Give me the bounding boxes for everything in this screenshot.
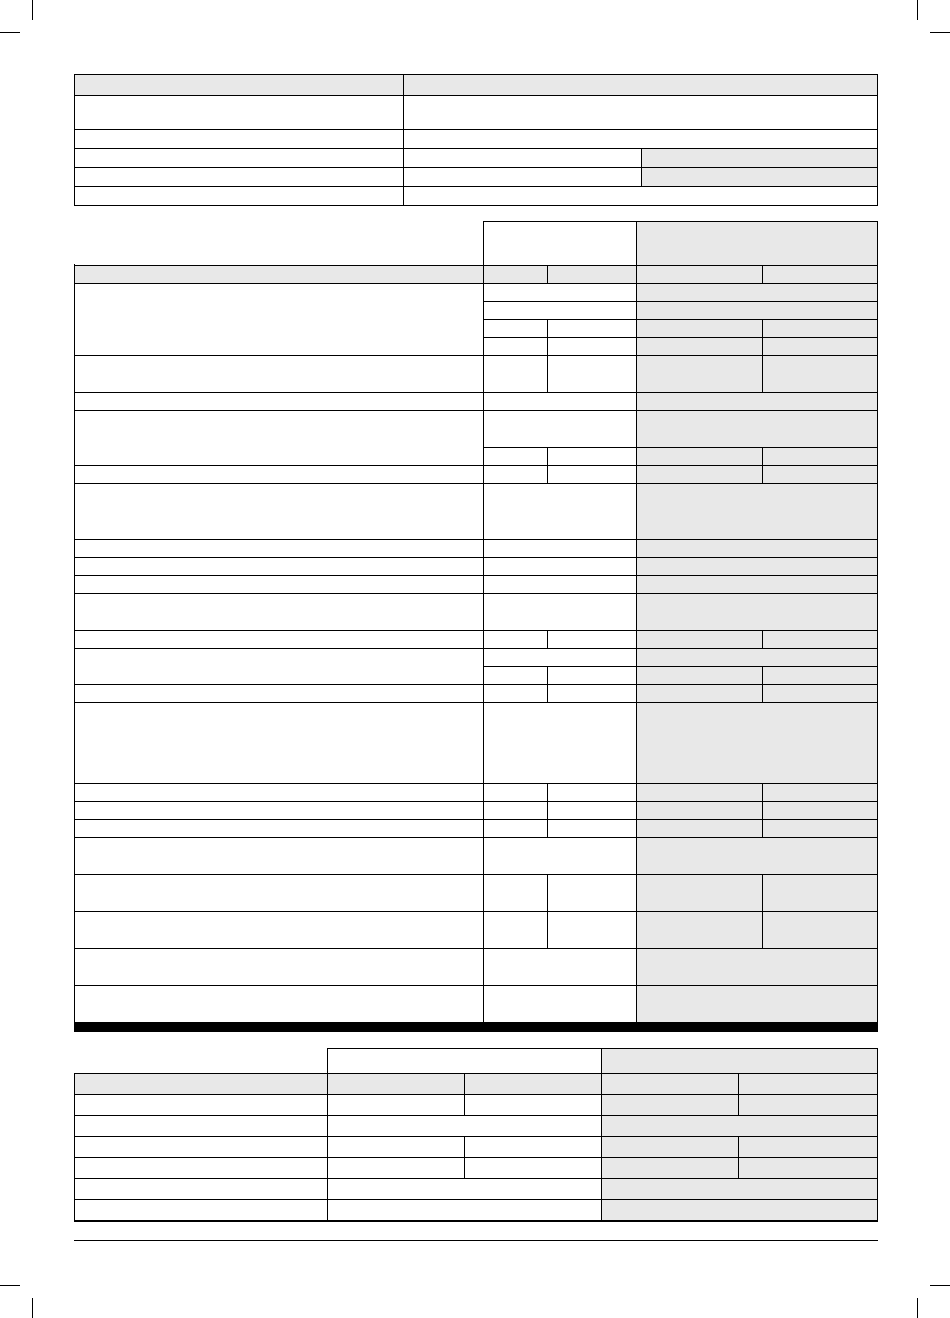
spec-cell	[548, 912, 636, 948]
spec-row-label	[75, 949, 483, 985]
spec-subhead-label	[75, 266, 483, 283]
header-table	[74, 74, 878, 206]
spec-cell-shaded	[637, 949, 877, 985]
summary-cell	[465, 1095, 601, 1115]
spec-cell	[484, 912, 547, 948]
spec-cell	[484, 703, 636, 783]
spec-cell-shaded	[637, 320, 762, 337]
spec-cell-shaded	[637, 484, 877, 539]
spec-cell-shaded	[637, 875, 762, 911]
spec-cell	[484, 802, 547, 819]
spec-cell-shaded	[637, 685, 762, 702]
spec-cell-shaded	[637, 302, 877, 319]
spec-cell-shaded	[637, 448, 762, 465]
spec-cell	[484, 302, 636, 319]
spec-cell-shaded	[763, 685, 877, 702]
spec-cell	[484, 949, 636, 985]
spec-cell	[484, 784, 547, 801]
summary-cell	[328, 1137, 464, 1157]
spec-row-label	[75, 466, 483, 483]
spec-col-head-2	[637, 222, 877, 265]
spec-cell-shaded	[637, 631, 762, 648]
spec-cell	[548, 320, 636, 337]
spec-cell	[484, 820, 547, 837]
spec-cell-shaded	[637, 784, 762, 801]
spec-cell	[548, 685, 636, 702]
spec-cell	[484, 411, 636, 447]
spec-cell	[484, 649, 636, 666]
spec-cell-shaded	[763, 466, 877, 483]
spec-cell-shaded	[637, 594, 877, 630]
spec-row-label	[75, 356, 483, 392]
summary-cell	[328, 1179, 601, 1199]
spec-cell-shaded	[763, 338, 877, 355]
spec-row-label	[75, 558, 483, 575]
spec-cell	[548, 667, 636, 684]
spec-row-label	[75, 875, 483, 911]
spec-cell	[484, 338, 547, 355]
spec-cell-shaded	[637, 667, 762, 684]
spec-cell-shaded	[763, 667, 877, 684]
summary-subhead-cell	[328, 1074, 464, 1094]
spec-cell	[484, 558, 636, 575]
summary-cell-shaded	[602, 1200, 877, 1220]
spec-row-label	[75, 576, 483, 593]
spec-row-label	[75, 784, 483, 801]
summary-cell-shaded	[739, 1158, 877, 1178]
summary-row-label	[75, 1137, 327, 1157]
header-row-label	[75, 96, 403, 129]
spec-col-head-1	[484, 222, 636, 265]
crop-mark-br-v	[917, 1298, 918, 1318]
header-row-label	[75, 130, 403, 148]
header-title-label	[75, 75, 403, 95]
spec-open-corner	[74, 221, 483, 264]
spec-cell-shaded	[637, 703, 877, 783]
summary-subhead-cell	[465, 1074, 601, 1094]
spec-cell	[484, 631, 547, 648]
spec-cell-shaded	[637, 820, 762, 837]
spec-cell	[548, 820, 636, 837]
spec-row-label	[75, 986, 483, 1022]
header-row-value-shaded	[642, 168, 877, 186]
header-row-label	[75, 168, 403, 186]
crop-mark-br-h	[930, 1285, 950, 1286]
summary-row-label	[75, 1200, 327, 1220]
header-title-value	[404, 75, 877, 95]
spec-row-label	[75, 484, 483, 539]
summary-subhead-label	[75, 1074, 327, 1094]
summary-cell-shaded	[739, 1095, 877, 1115]
summary-row-label	[75, 1179, 327, 1199]
spec-cell-shaded	[763, 802, 877, 819]
spec-row-label	[75, 411, 483, 465]
spec-cell	[484, 594, 636, 630]
crop-mark-tl-h	[0, 32, 20, 33]
spec-row-label	[75, 284, 483, 355]
spec-cell	[548, 356, 636, 392]
spec-cell	[484, 320, 547, 337]
spec-cell	[548, 631, 636, 648]
spec-cell	[484, 393, 636, 410]
crop-mark-bl-h	[0, 1285, 20, 1286]
spec-cell-shaded	[637, 356, 762, 392]
spec-row-label	[75, 594, 483, 630]
spec-row-label	[75, 703, 483, 783]
spec-cell-shaded	[637, 284, 877, 301]
spec-cell-shaded	[763, 912, 877, 948]
spec-cell-shaded	[637, 540, 877, 557]
header-row-value	[404, 168, 641, 186]
summary-cell-shaded	[602, 1179, 877, 1199]
spec-subhead-cell	[548, 266, 636, 283]
spec-cell	[548, 338, 636, 355]
header-row-value	[404, 187, 877, 205]
spec-cell	[484, 576, 636, 593]
crop-mark-tr-v	[917, 0, 918, 20]
crop-mark-bl-v	[32, 1298, 33, 1318]
spec-row-label	[75, 540, 483, 557]
spec-cell	[484, 838, 636, 874]
spec-cell-shaded	[637, 411, 877, 447]
summary-cell	[328, 1116, 601, 1136]
header-row-label	[75, 187, 403, 205]
summary-subhead-cell	[739, 1074, 877, 1094]
spec-cell-shaded	[637, 558, 877, 575]
summary-row-label	[75, 1116, 327, 1136]
spec-cell-shaded	[637, 393, 877, 410]
header-row-value	[404, 149, 641, 167]
header-row-label	[75, 149, 403, 167]
summary-row-label	[75, 1158, 327, 1178]
spec-row-label	[75, 838, 483, 874]
spec-cell-shaded	[763, 875, 877, 911]
spec-cell-shaded	[637, 802, 762, 819]
spec-cell-shaded	[637, 986, 877, 1022]
spec-cell	[484, 448, 547, 465]
spec-subhead-cell	[637, 266, 762, 283]
spec-subhead-cell	[763, 266, 877, 283]
summary-col-head-1	[328, 1049, 601, 1073]
spec-cell	[484, 466, 547, 483]
spec-row-label	[75, 802, 483, 819]
spec-subhead-cell	[484, 266, 547, 283]
spec-cell-shaded	[763, 448, 877, 465]
spec-cell-shaded	[637, 838, 877, 874]
summary-cell-shaded	[602, 1137, 738, 1157]
spec-cell-shaded	[637, 576, 877, 593]
spec-cell-shaded	[763, 356, 877, 392]
spec-cell	[484, 875, 547, 911]
spec-cell-shaded	[763, 320, 877, 337]
summary-cell-shaded	[739, 1137, 877, 1157]
crop-mark-tl-v	[32, 0, 33, 20]
footer-rule	[74, 1240, 878, 1241]
spec-cell	[548, 466, 636, 483]
summary-open-corner	[74, 1048, 327, 1073]
spec-row-label	[75, 393, 483, 410]
spec-row-label	[75, 685, 483, 702]
summary-cell	[328, 1200, 601, 1220]
spec-cell-shaded	[637, 649, 877, 666]
spec-cell	[548, 448, 636, 465]
spec-cell-shaded	[637, 912, 762, 948]
spec-row-label	[75, 649, 483, 684]
spec-cell-shaded	[637, 466, 762, 483]
summary-cell-shaded	[602, 1095, 738, 1115]
header-row-value	[404, 96, 877, 129]
summary-cell	[465, 1158, 601, 1178]
spec-cell	[484, 986, 636, 1022]
spec-cell-shaded	[763, 631, 877, 648]
spec-row-label	[75, 912, 483, 948]
spec-row-label	[75, 820, 483, 837]
summary-cell-shaded	[602, 1158, 738, 1178]
spec-cell	[548, 875, 636, 911]
spec-cell	[484, 484, 636, 539]
crop-mark-tr-h	[930, 32, 950, 33]
header-row-value	[404, 130, 877, 148]
spec-cell	[484, 356, 547, 392]
header-row-value-shaded	[642, 149, 877, 167]
spec-cell-shaded	[637, 338, 762, 355]
spec-cell	[548, 784, 636, 801]
spec-cell	[484, 284, 636, 301]
spec-cell	[484, 667, 547, 684]
summary-cell	[328, 1158, 464, 1178]
summary-cell	[465, 1137, 601, 1157]
spec-cell-shaded	[763, 784, 877, 801]
spec-table	[74, 221, 878, 1032]
summary-col-head-2	[602, 1049, 877, 1073]
summary-subhead-cell	[602, 1074, 738, 1094]
spec-cell	[484, 540, 636, 557]
summary-row-label	[75, 1095, 327, 1115]
spec-cell-shaded	[763, 820, 877, 837]
summary-cell	[328, 1095, 464, 1115]
summary-cell-shaded	[602, 1116, 877, 1136]
spec-cell	[484, 685, 547, 702]
spec-cell	[548, 802, 636, 819]
summary-table	[74, 1048, 878, 1222]
spec-row-label	[75, 631, 483, 648]
